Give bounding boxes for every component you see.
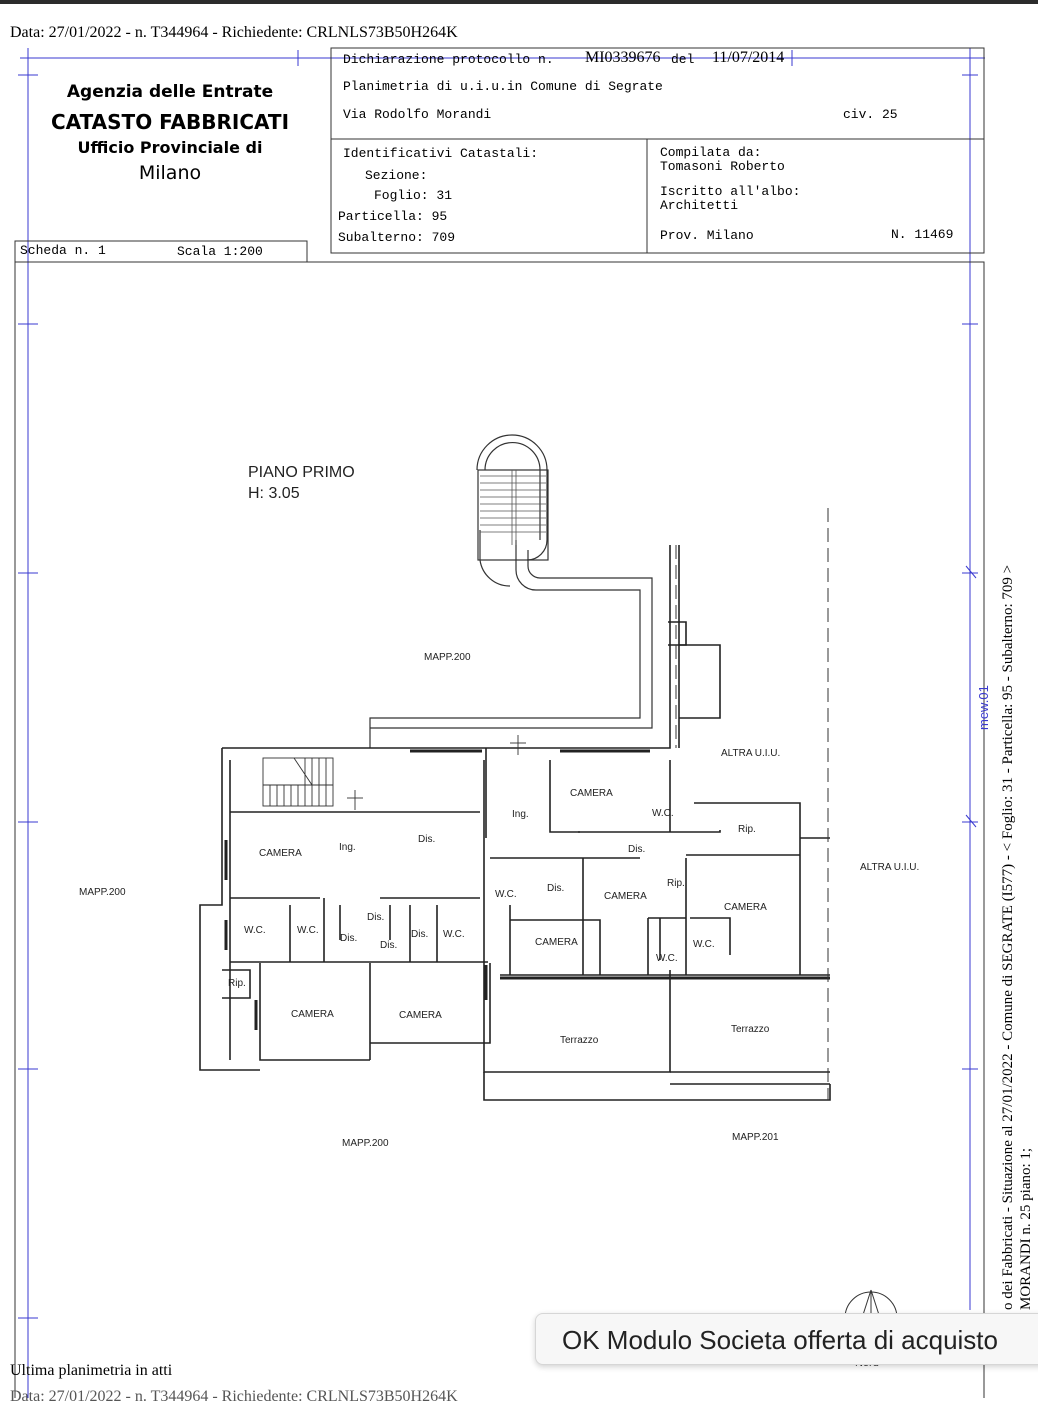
terrace-label: Terrazzo <box>731 1024 770 1035</box>
particella: Particella: 95 <box>338 209 448 224</box>
albo: Architetti <box>660 198 739 213</box>
boundary-dashed <box>676 508 828 1100</box>
room-label: Dis. <box>411 929 429 940</box>
room-label: CAMERA <box>291 1009 334 1020</box>
civ-number: civ. 25 <box>843 107 898 122</box>
protocol-number: MI0339676 <box>585 49 661 66</box>
protocol-label: Dichiarazione protocollo n. <box>343 52 554 67</box>
floor-label: PIANO PRIMO <box>248 464 355 481</box>
compiler-number: N. 11469 <box>891 227 954 242</box>
compiler-label: Compilata da: <box>660 145 762 160</box>
room-label: CAMERA <box>570 788 613 799</box>
footer-note: Ultima planimetria in atti <box>10 1362 173 1379</box>
stair-treads <box>480 470 546 545</box>
plan-description: Planimetria di u.i.u.in Comune di Segrate <box>343 79 663 94</box>
side-caption: o dei Fabbricati - Situazione al 27/01/2022 - Comune di SEGRATE (I577) - < Foglio: 31 - Particella: 95 - Subalterno: 709 > <box>1000 564 1016 1310</box>
room-label: CAMERA <box>399 1010 442 1021</box>
room-label: Ing. <box>339 842 356 853</box>
room-label: Dis. <box>418 834 436 845</box>
compiler-prov: Prov. Milano <box>660 228 754 243</box>
room-label: CAMERA <box>535 937 578 948</box>
protocol-date: 11/07/2014 <box>712 49 785 66</box>
room-label: Rip. <box>228 978 246 989</box>
room-label: CAMERA <box>724 902 767 913</box>
notification-toast[interactable]: OK Modulo Societa offerta di acquisto <box>535 1313 1038 1365</box>
mapp-label-left: MAPP.200 <box>79 887 126 898</box>
room-label: CAMERA <box>259 848 302 859</box>
scale: Scala 1:200 <box>177 244 263 259</box>
side-caption-2: MORANDI n. 25 piano: 1; <box>1018 1147 1034 1310</box>
header-boxes <box>15 48 984 1398</box>
window-lines <box>226 751 830 1030</box>
mapp-label-bottom: MAPP.200 <box>342 1138 389 1149</box>
mapp201-label: MAPP.201 <box>732 1132 779 1143</box>
agency-line4: Milano <box>138 162 202 184</box>
room-label: Dis. <box>367 912 385 923</box>
room-label: Dis. <box>380 940 398 951</box>
agency-line2: CATASTO FABBRICATI <box>50 110 290 134</box>
terrace-label: Terrazzo <box>560 1035 599 1046</box>
protocol-del: del <box>671 52 695 67</box>
room-label: W.C. <box>244 925 266 936</box>
room-label: Dis. <box>340 933 358 944</box>
room-label: Rip. <box>667 878 685 889</box>
address: Via Rodolfo Morandi <box>343 107 492 122</box>
room-label: Dis. <box>547 883 565 894</box>
compiler-name: Tomasoni Roberto <box>660 159 785 174</box>
subalterno: Subalterno: 709 <box>338 230 456 245</box>
altra-uiu-label: ALTRA U.I.U. <box>721 748 781 759</box>
room-label: W.C. <box>652 808 674 819</box>
room-label: W.C. <box>656 953 678 964</box>
spiral-stair <box>370 435 652 748</box>
blue-frame <box>18 48 985 1398</box>
footer-repeat: Data: 27/01/2022 - n. T344964 - Richiedente: CRLNLS73B50H264K <box>10 1388 458 1405</box>
document-header: Data: 27/01/2022 - n. T344964 - Richiedente: CRLNLS73B50H264K <box>10 24 458 41</box>
agency-line1: Agenzia delle Entrate <box>66 82 274 102</box>
albo-label: Iscritto all'albo: <box>660 184 801 199</box>
scheda-number: Scheda n. 1 <box>20 243 106 258</box>
altra-uiu-label: ALTRA U.I.U. <box>860 862 920 873</box>
room-label: W.C. <box>693 939 715 950</box>
room-label: Dis. <box>628 844 646 855</box>
height-label: H: 3.05 <box>248 485 300 502</box>
room-label: CAMERA <box>604 891 647 902</box>
room-label: Ing. <box>512 809 529 820</box>
stamp-label: mew.01 <box>976 685 991 730</box>
mapp-label-top: MAPP.200 <box>424 652 471 663</box>
agency-line3: Ufficio Provinciale di <box>77 138 263 157</box>
identifiers-title: Identificativi Catastali: <box>343 146 539 161</box>
sezione: Sezione: <box>365 168 428 183</box>
room-label: W.C. <box>495 889 517 900</box>
room-label: Rip. <box>738 824 756 835</box>
room-label: W.C. <box>443 929 465 940</box>
foglio: Foglio: 31 <box>374 188 453 203</box>
room-label: W.C. <box>297 925 319 936</box>
